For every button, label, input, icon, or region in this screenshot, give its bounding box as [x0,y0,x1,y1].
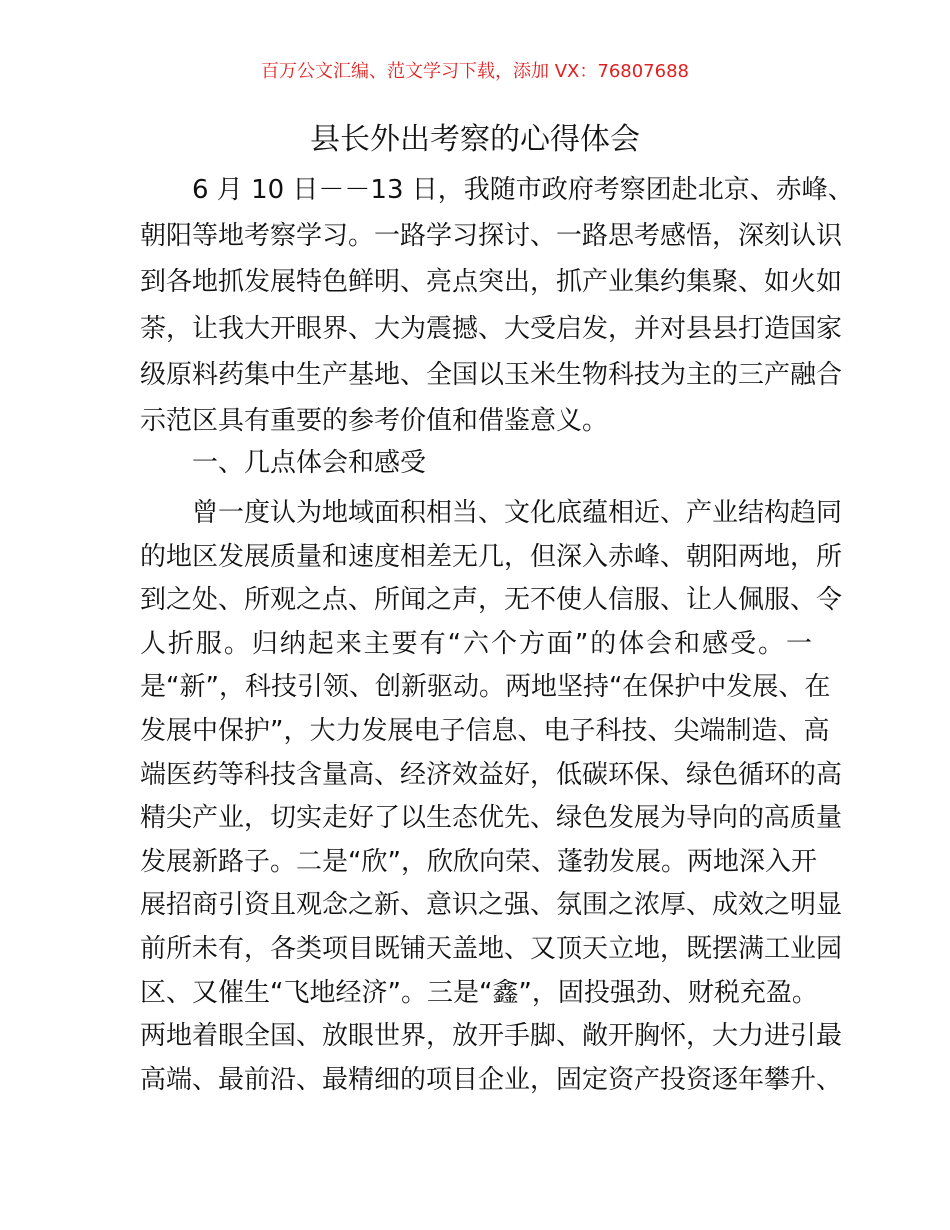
paragraph-line: 到之处、所观之点、所闻之声，无不使人信服、让人佩服、令 [140,585,843,616]
paragraph-line: 发展中保护”，大力发展电子信息、电子科技、尖端制造、高 [140,715,830,746]
paragraph-line: 级原料药集中生产基地、全国以玉米生物科技为主的三产融合 [140,359,843,390]
paragraph-line: 到各地抓发展特色鲜明、亮点突出，抓产业集约集聚、如火如 [140,267,843,298]
intro-paragraph [140,167,854,444]
paragraph-line: 前所未有，各类项目既铺天盖地、又顶天立地，既摆满工业园 [140,933,843,964]
document-title: 县长外出考察的心得体会 [310,122,640,157]
paragraph-line: 荼，让我大开眼界、大为震撼、大受启发，并对县县打造国家 [140,313,843,344]
paragraph-line: 曾一度认为地域面积相当、文化底蕴相近、产业结构趋同 [192,498,843,528]
paragraph-line: 高端、最前沿、最精细的项目企业，固定资产投资逐年攀升、 [140,1064,843,1095]
paragraph-line: 的地区发展质量和速度相差无几，但深入赤峰、朝阳两地，所 [140,541,843,572]
paragraph-line: 朝阳等地考察学习。一路学习探讨、一路思考感悟，深刻认识 [140,221,843,252]
body-paragraph [140,492,843,1102]
section-heading: 一、几点体会和感受 [192,448,427,478]
paragraph-line: 发展新路子。二是“欣”，欣欣向荣、蓬勃发展。两地深入开 [140,846,817,877]
paragraph-line: 6 月 10 日－－13 日，我随市政府考察团赴北京、赤峰、 [192,175,854,205]
paragraph-line: 人折服。归纳起来主要有“六个方面”的体会和感受。一 [140,628,812,659]
paragraph-line: 是“新”，科技引领、创新驱动。两地坚持“在保护中发展、在 [140,672,831,703]
paragraph-line: 展招商引资且观念之新、意识之强、氛围之浓厚、成效之明显 [140,890,843,921]
paragraph-line: 示范区具有重要的参考价值和借鉴意义。 [140,405,609,436]
watermark-banner: 百万公文汇编、范文学习下载，添加 VX：76807688 [261,61,689,82]
paragraph-line: 两地着眼全国、放眼世界，放开手脚、敞开胸怀，大力进引最 [140,1021,843,1052]
paragraph-line: 区、又催生“飞地经济”。三是“鑫”，固投强劲、财税充盈。 [140,977,818,1008]
paragraph-line: 精尖产业，切实走好了以生态优先、绿色发展为导向的高质量 [140,803,843,834]
paragraph-line: 端医药等科技含量高、经济效益好，低碳环保、绿色循环的高 [140,759,843,790]
